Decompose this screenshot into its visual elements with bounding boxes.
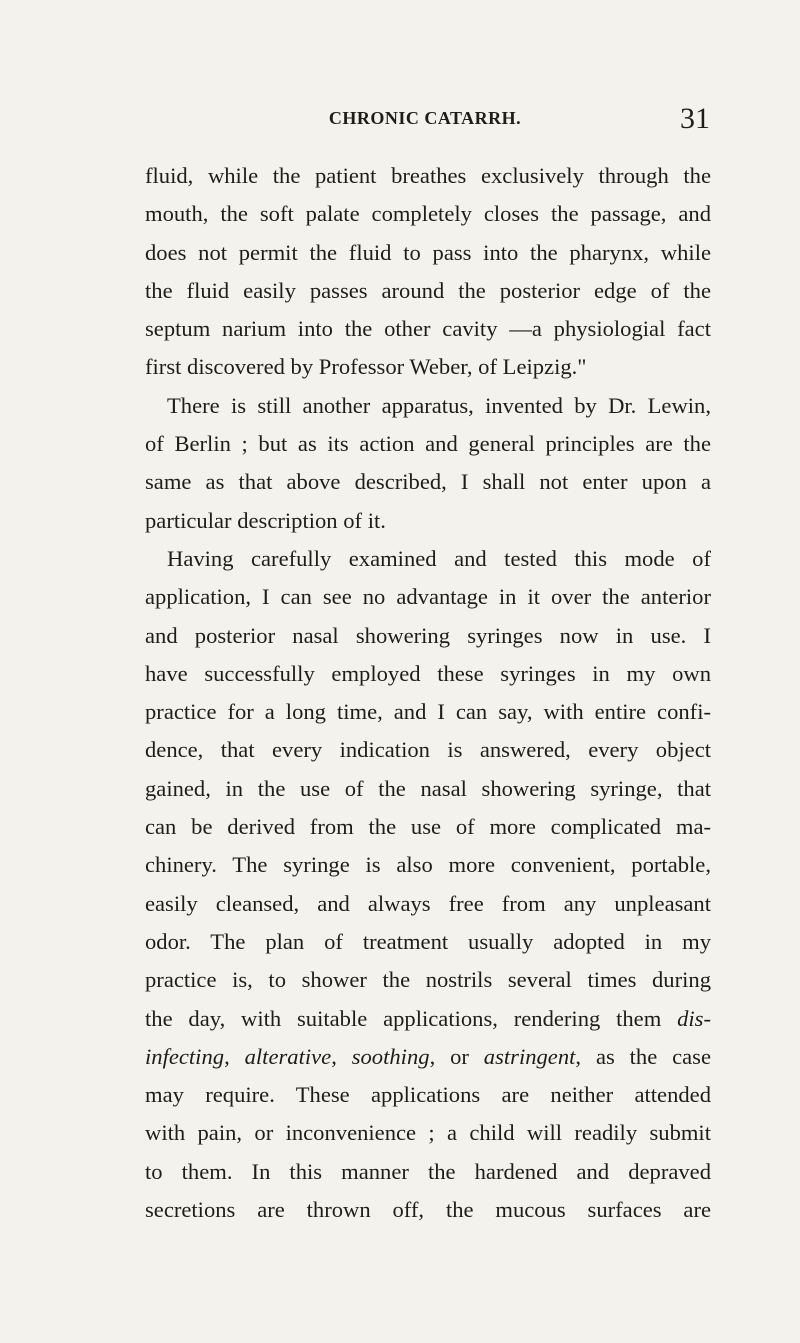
italic-word: infecting <box>145 1043 225 1069</box>
text-line: may require. These applications are neither attended <box>145 1082 711 1108</box>
text-line: the fluid easily passes around the posterior edge of the <box>145 277 711 303</box>
text-line: chinery. The syringe is also more convenient, portable, <box>145 852 711 878</box>
text-line <box>145 1000 711 1038</box>
text-line: There is still another apparatus, invented by Dr. Lewin, <box>167 392 711 418</box>
line-end: as the case <box>595 1043 711 1069</box>
body-text <box>145 157 711 1229</box>
text-line: with pain, or inconvenience ; a child will readily submit <box>145 1120 711 1146</box>
text-line: Having carefully examined and tested this mode of <box>167 545 711 571</box>
text-line: have successfully employed these syringes in my own <box>145 660 711 686</box>
text-line: fluid, while the patient breathes exclusively through the <box>145 163 711 188</box>
line-text: , <box>331 1043 352 1069</box>
page-number: 31 <box>680 102 710 135</box>
text-line: and posterior nasal showering syringes now in use. I <box>145 622 711 648</box>
text-line: practice for a long time, and I can say, with entire confi- <box>145 699 711 725</box>
text-line: of Berlin ; but as its action and general principles are the <box>145 431 711 457</box>
text-line: secretions are thrown off, the mucous surfaces are <box>145 1197 711 1223</box>
text-line: dence, that every indication is answered, every object <box>145 737 711 763</box>
running-title: CHRONIC CATARRH. <box>328 108 522 128</box>
text-line: same as that above described, I shall not enter upon a <box>145 469 711 495</box>
text-line: can be derived from the use of more complicated ma- <box>145 814 711 840</box>
text-line: gained, in the use of the nasal showering syringe, that <box>145 775 711 801</box>
text-line: particular description of it. <box>145 507 386 533</box>
text-line: mouth, the soft palate completely closes the passage, and <box>145 201 711 227</box>
text-line: easily cleansed, and always free from any unpleasant <box>145 890 711 916</box>
text-line: does not permit the fluid to pass into the pharynx, while <box>145 239 711 265</box>
text-line <box>145 1038 711 1076</box>
text-line: first discovered by Professor Weber, of Leipzig." <box>145 354 587 380</box>
text-line: to them. In this manner the hardened and depraved <box>145 1158 711 1184</box>
running-head <box>140 104 710 136</box>
text-line: practice is, to shower the nostrils several times during <box>145 967 711 993</box>
italic-word: alterative <box>244 1043 332 1069</box>
line-start: the day, with suitable applications, rendering them <box>145 1005 662 1031</box>
italic-word: soothing <box>351 1043 430 1069</box>
text-line: application, I can see no advantage in it over the anterior <box>145 584 711 610</box>
line-text: , <box>575 1043 582 1069</box>
italic-word: dis- <box>677 1005 711 1031</box>
text-line: septum narium into the other cavity —a physiologial fact <box>145 316 711 342</box>
text-line: odor. The plan of treatment usually adopted in my <box>145 928 711 954</box>
line-text: , <box>224 1043 245 1069</box>
line-text: , or <box>429 1043 484 1069</box>
italic-word: astringent <box>483 1043 576 1069</box>
